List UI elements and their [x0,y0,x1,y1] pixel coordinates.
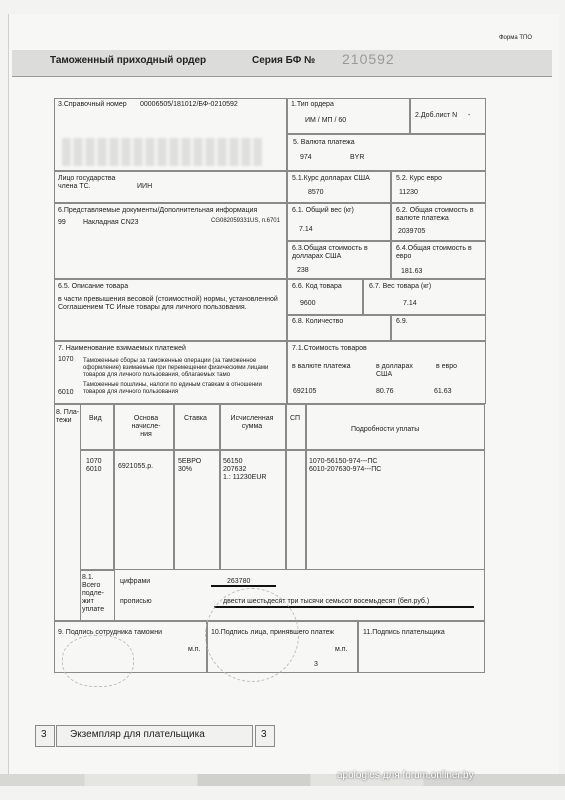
cost-eur-label: в евро [436,363,458,370]
docs-ref: CG082059331US, п.6701 [211,218,280,224]
eur-rate-label: 5.2. Курс евро [396,175,442,182]
digits-value: 263780 [227,578,251,585]
goods-desc-value: в части превышения весовой (стоимостной) нормы, установленной Соглашением ТС Иные товары для личного пользования. [58,296,278,311]
goods-code-value: 9600 [300,300,316,307]
weight-value: 7.14 [299,226,313,233]
eur-rate-value: 11230 [399,189,418,196]
header-title: Таможенный приходный ордер [50,55,207,66]
copy-number-left: 3 [41,729,47,740]
paper-edge [0,770,565,786]
usd-total-label: 6.3.Общая стоимость в долларах США [292,245,368,260]
field-69-label: 6.9. [396,318,408,325]
series-label: Серия БФ № [252,55,316,66]
eur-total-value: 181.63 [401,268,423,275]
inn-label: ИИН [137,183,153,190]
usd-total-value: 238 [297,267,309,274]
payment-text-1: Таможенные сборы за таможенные операции (за таможенное оформление) взимаемые при перемещении физическими лицами товаров для личного пользования, облагаемых тамо [83,358,269,378]
add-sheet-label: 2.Доб.лист N [415,112,458,119]
goods-cost-label: 7.1.Стоимость товаров [292,345,367,352]
serial-number: 210592 [342,51,395,67]
cost-usd-label: в долларах США [376,363,413,378]
digits-label: цифрами [120,578,151,585]
round-stamp [205,588,299,682]
table-row-amount: 56150 207632 1.: 11230EUR [223,458,267,481]
currency-code: 974 [300,154,312,161]
form-label: Форма ТПО [499,35,533,41]
sig-receiver-label: 10.Подпись лица, принявшего платеж [211,629,335,636]
copy-page-number: 3 [314,661,318,668]
table-row-details: 1070-56150-974---ПС 6010-207630-974---ПС [309,458,382,473]
goods-code-label: 6.6. Код товара [292,283,342,290]
add-sheet-value: - [468,112,471,119]
payment-code-2: 6010 [58,389,74,396]
payments-table-label: 8. Пла- тежи [56,409,80,424]
goods-weight-value: 7.14 [403,300,417,307]
eur-total-label: 6.4.Общая стоимость в евро [396,245,472,260]
table-header-3: Исчисленная сумма [230,415,274,430]
header-cell-kind [80,404,114,450]
table-header-0: Вид [89,415,102,422]
mp-1: м.п. [188,646,201,653]
header-cell-sp [286,404,306,450]
currency-value: BYR [350,154,365,161]
table-header-2: Ставка [184,415,207,422]
sig-customs-label: 9. Подпись сотрудника таможни [58,629,163,636]
watermark: apologies для forum.onliner.by [337,770,474,781]
goods-weight-label: 6.7. Вес товара (кг) [369,283,432,290]
copy-number-right: 3 [261,729,267,740]
order-type-value: ИМ / МП / 60 [305,117,347,124]
weight-label: 6.1. Общий вес (кг) [292,207,354,214]
docs-code: 99 [58,219,66,226]
total-label: 8.1. Всего подле- жит уплате [82,574,105,613]
table-row-kind: 1070 6010 [86,458,102,473]
payments-label: 7. Наименование взимаемых платежей [58,345,186,352]
copy-label: Экземпляр для плательщика [70,729,205,740]
qty-label: 6.8. Количество [292,318,344,325]
header-cell-rate [174,404,220,450]
redacted-name [62,138,262,166]
currency-label: 5. Валюта платежа [293,139,355,146]
usd-rate-label: 5.1.Курс долларах США [292,175,370,182]
goods-desc-label: 6.5. Описание товара [58,283,129,290]
table-header-5: Подробности уплаты [351,426,420,433]
total-value-label: 6.2. Общая стоимость в валюте платежа [396,207,474,222]
cost-usd-value: 80.76 [376,388,394,395]
cost-currency-label: в валюте платежа [292,363,351,370]
payment-code-1: 1070 [58,356,74,363]
cost-eur-value: 61.63 [434,388,452,395]
mp-2: м.п. [335,646,348,653]
person-label: Лицо государства члена ТС. [58,175,116,190]
words-label: прописью [120,598,152,605]
cost-currency-value: 692105 [293,388,317,395]
table-row-rate: 5ЕВРО 30% [178,458,202,473]
table-cell-sp [286,450,306,570]
table-header-4: СП [290,415,301,422]
payment-text-2: Таможенные пошлины, налоги по единым ставкам в отношении товаров для личного пользования [83,382,262,395]
ref-value: 00006505/181012/БФ-0210592 [140,101,238,108]
order-type-label: 1.Тип ордера [291,101,334,108]
signature-stamp [62,635,134,687]
table-header-1: Основа начисле- ния [131,415,161,438]
docs-item: Накладная CN23 [83,219,139,226]
docs-label: 6.Представляемые документы/Дополнительная информация [58,207,258,214]
ref-label: 3.Справочный номер [58,101,127,108]
usd-rate-value: 8570 [308,189,324,196]
sig-payer-label: 11.Подпись плательщика [363,629,445,636]
total-value-value: 2039705 [398,228,426,235]
table-row-basis: 6921055.р. [118,463,154,470]
digits-underline [211,585,276,587]
words-value: двести шестьдесят три тысячи семьсот восемьдесят (бел.руб.) [223,598,430,605]
